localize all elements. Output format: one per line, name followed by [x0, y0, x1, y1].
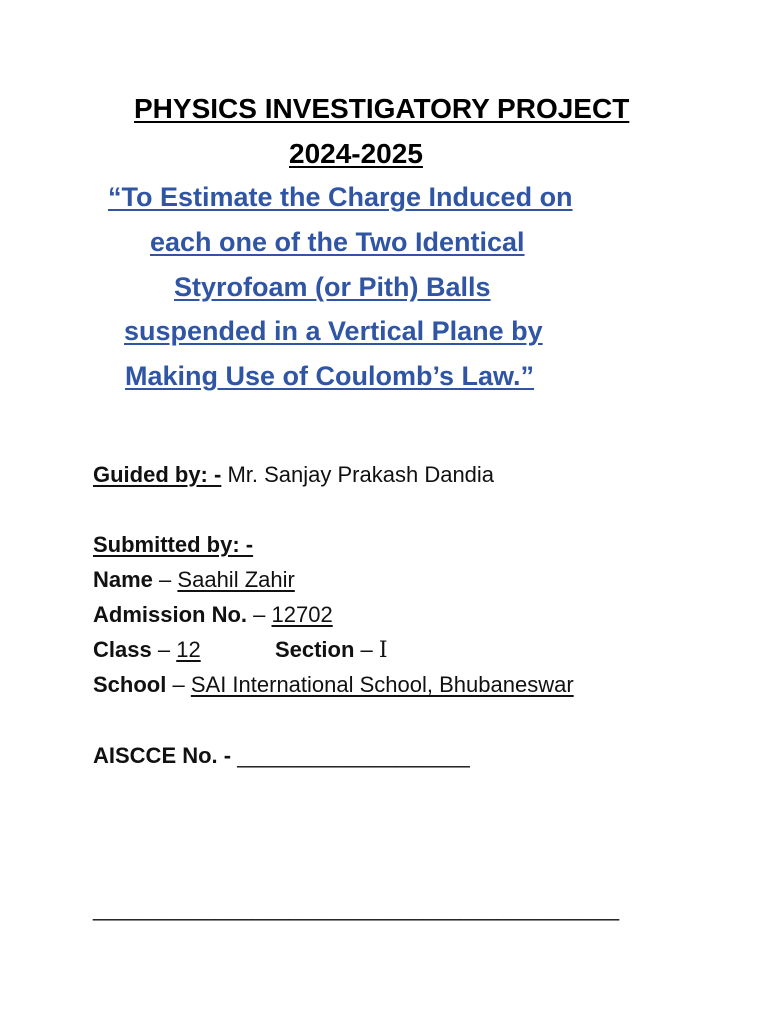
section-dash: –: [360, 637, 373, 662]
topic-line-3: Styrofoam (or Pith) Balls: [174, 272, 491, 302]
class-dash: –: [157, 637, 171, 662]
section-label: Section: [274, 637, 355, 662]
name-row: [93, 567, 295, 593]
guide-label: Guided by: -: [93, 462, 222, 487]
class-value: 12: [176, 637, 201, 662]
school-dash: –: [172, 672, 185, 697]
name-dash: –: [159, 567, 172, 592]
topic-line-1: “To Estimate the Charge Induced on: [108, 182, 573, 212]
aiscce-blank: ___________________: [237, 743, 470, 768]
school-value: SAI International School, Bhubaneswar: [190, 672, 574, 697]
topic-line-2: each one of the Two Identical: [150, 227, 525, 257]
topic-line-5: Making Use of Coulomb’s Law.”: [125, 361, 535, 391]
class-section-row: [93, 637, 388, 663]
project-title: PHYSICS INVESTIGATORY PROJECT: [134, 93, 630, 124]
session-year: 2024-2025: [289, 138, 423, 169]
admission-label: Admission No.: [93, 602, 248, 627]
submitted-by-heading-row: [93, 532, 253, 558]
name-value: Saahil Zahir: [177, 567, 295, 592]
admission-dash: –: [253, 602, 266, 627]
admission-row: [93, 602, 333, 628]
school-row: [93, 672, 574, 698]
aiscce-row: [93, 743, 470, 769]
admission-value: 12702: [271, 602, 333, 627]
topic-line-4: suspended in a Vertical Plane by: [124, 316, 543, 346]
section-value: I: [378, 638, 388, 663]
signature-line: ___________________________________________: [93, 896, 620, 921]
aiscce-label: AISCCE No. -: [93, 743, 232, 768]
school-label: School: [93, 672, 167, 697]
class-label: Class: [93, 637, 152, 662]
submitted-by-heading: Submitted by: -: [93, 532, 254, 557]
name-label: Name: [93, 567, 153, 592]
guide-name: Mr. Sanjay Prakash Dandia: [227, 462, 495, 487]
guide-row: [93, 462, 494, 488]
